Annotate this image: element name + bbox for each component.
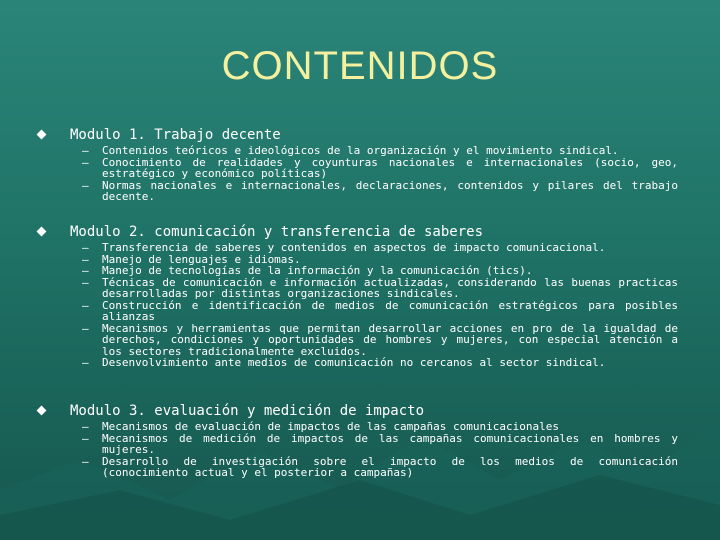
list-item: – Desarrollo de investigación sobre el impacto de los medios de comunicación (conocimiento actual y el posterior a campañas) — [38, 456, 678, 479]
module-items — [38, 242, 678, 369]
module-items — [38, 421, 678, 479]
list-item: – Manejo de tecnologías de la información y la comunicación (tics). — [38, 265, 678, 277]
list-item: – Contenidos teóricos e ideológicos de la organización y el movimiento sindical. — [38, 145, 678, 157]
list-item: – Técnicas de comunicación e información actualizadas, considerando las buenas practicas desarrolladas por distintas organizaciones sindicales. — [38, 277, 678, 300]
list-item: – Transferencia de saberes y contenidos en aspectos de impacto comunicacional. — [38, 242, 678, 254]
list-item: – Desenvolvimiento ante medios de comunicación no cercanos al sector sindical. — [38, 357, 678, 369]
list-item: – Manejo de lenguajes e idiomas. — [38, 254, 678, 266]
list-item: – Mecanismos y herramientas que permitan desarrollar acciones en pro de la igualdad de derechos, condiciones y oportunidades de hombres y mujeres, con especial atención a los sectores tradicionalmente excluidos. — [38, 323, 678, 358]
module-items — [38, 145, 678, 203]
module-title: Modulo 3. evaluación y medición de impacto — [70, 403, 425, 419]
module-2 — [38, 224, 678, 369]
slide-title: CONTENIDOS — [221, 44, 499, 88]
list-item: – Construcción e identificación de medios de comunicación estratégicos para posibles alianzas — [38, 300, 678, 323]
list-item: – Mecanismos de medición de impactos de las campañas comunicacionales en hombres y mujeres. — [38, 433, 678, 456]
module-title: Modulo 2. comunicación y transferencia de saberes — [70, 224, 484, 240]
list-item: – Conocimiento de realidades y coyunturas nacionales e internacionales (socio, geo, estratégico y económico políticas) — [38, 157, 678, 180]
bullet-diamond-icon — [37, 406, 47, 416]
bullet-diamond-icon — [37, 227, 47, 237]
list-item: – Normas nacionales e internacionales, declaraciones, contenidos y pilares del trabajo decente. — [38, 180, 678, 203]
list-item: – Mecanismos de evaluación de impactos de las campañas comunicacionales — [38, 421, 678, 433]
bullet-diamond-icon — [37, 130, 47, 140]
module-3 — [38, 403, 678, 479]
module-1 — [38, 127, 678, 203]
module-title: Modulo 1. Trabajo decente — [70, 127, 281, 143]
